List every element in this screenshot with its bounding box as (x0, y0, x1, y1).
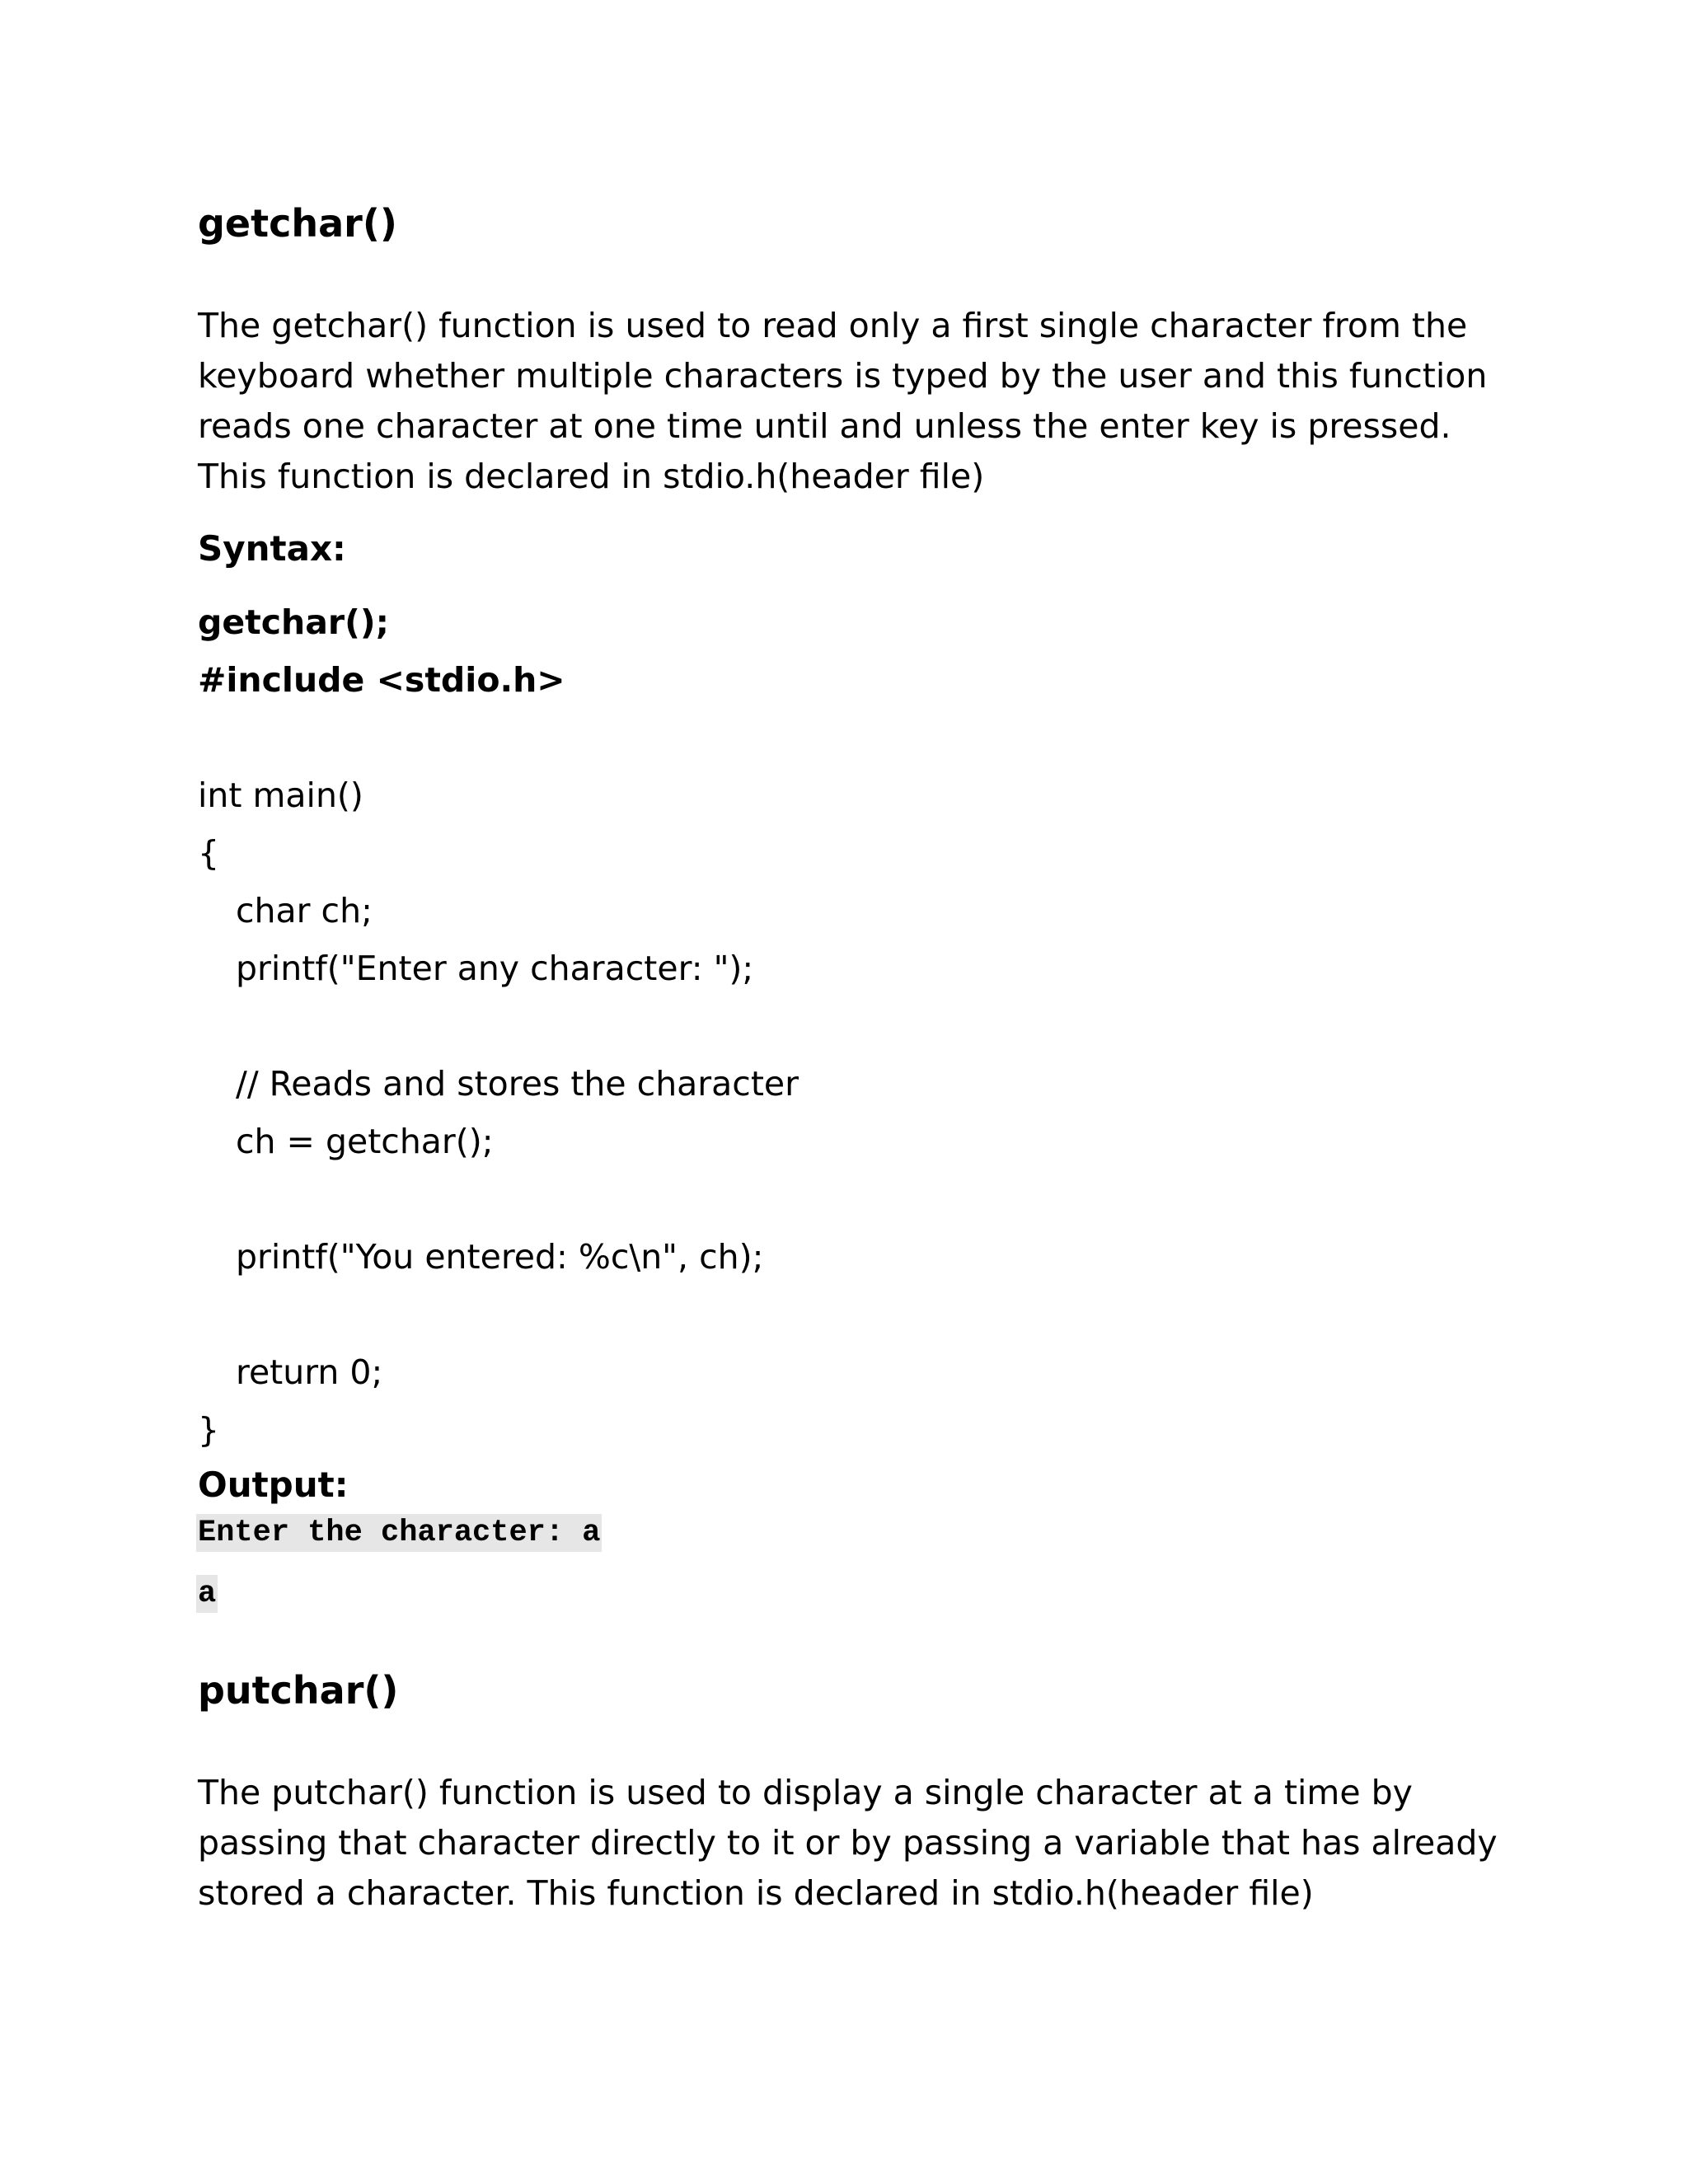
code-comment: // Reads and stores the character (236, 1064, 799, 1104)
putchar-description (198, 1768, 1500, 1919)
getchar-heading: getchar() (198, 201, 397, 246)
description-line: The getchar() function is used to read only a first single character from the (198, 306, 1468, 345)
code-close-brace: } (198, 1410, 220, 1450)
code-print: printf("You entered: %c\n", ch); (236, 1237, 764, 1277)
code-prompt: printf("Enter any character: "); (236, 949, 754, 988)
description-line: reads one character at one time until and unless the enter key is pressed. (198, 406, 1451, 446)
code-declaration: char ch; (236, 891, 373, 930)
output-line: a (198, 1577, 217, 1611)
syntax-code: getchar(); (198, 602, 390, 642)
description-line: stored a character. This function is declared in stdio.h(header file) (198, 1873, 1314, 1913)
output-label: Output: (198, 1465, 349, 1505)
code-read: ch = getchar(); (236, 1122, 494, 1161)
code-include: #include <stdio.h> (198, 660, 565, 700)
output-line: Enter the character: a (198, 1516, 601, 1550)
description-line: The putchar() function is used to display a single character at a time by (198, 1773, 1413, 1812)
description-line: This function is declared in stdio.h(header file) (198, 457, 985, 496)
description-line: keyboard whether multiple characters is typed by the user and this function (198, 356, 1488, 396)
putchar-heading: putchar() (198, 1668, 399, 1713)
getchar-description (198, 301, 1500, 502)
syntax-label: Syntax: (198, 528, 346, 569)
code-return: return 0; (236, 1352, 383, 1392)
code-open-brace: { (198, 833, 220, 873)
code-main-signature: int main() (198, 776, 363, 815)
description-line: passing that character directly to it or by passing a variable that has already (198, 1823, 1498, 1863)
